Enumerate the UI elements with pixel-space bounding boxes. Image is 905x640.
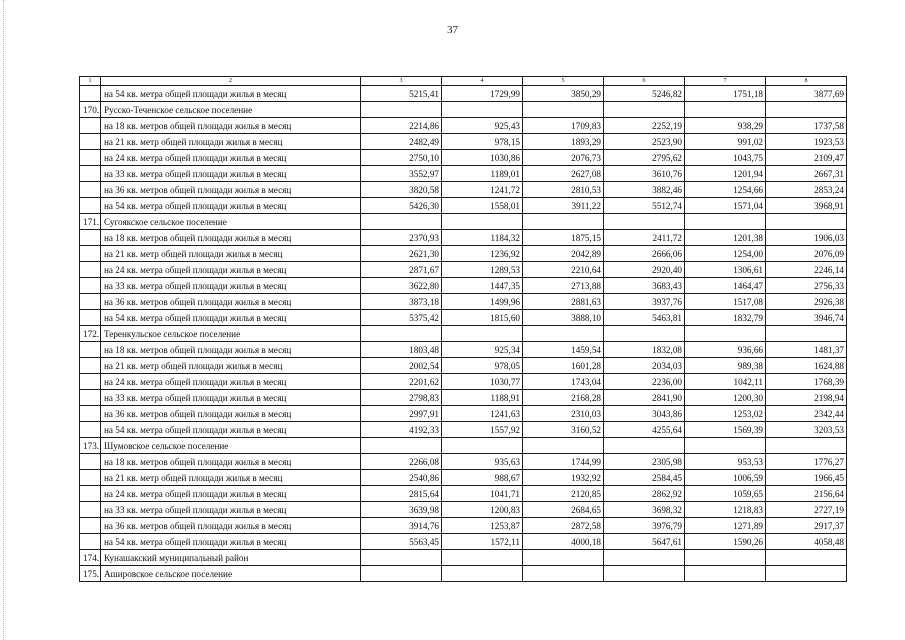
value-cell: 2120,85 xyxy=(523,486,604,502)
value-cell: 5512,74 xyxy=(604,198,685,214)
row-number xyxy=(80,230,101,246)
row-number: 175. xyxy=(80,566,101,582)
value-cell: 1306,61 xyxy=(685,262,766,278)
value-cell: 978,05 xyxy=(442,358,523,374)
table-row xyxy=(80,150,847,166)
value-cell: 2540,86 xyxy=(361,470,442,486)
value-cell: 1030,77 xyxy=(442,374,523,390)
value-cell xyxy=(442,326,523,342)
value-cell: 2841,90 xyxy=(604,390,685,406)
value-cell: 1590,26 xyxy=(685,534,766,550)
table-row xyxy=(80,470,847,486)
section-row xyxy=(80,102,847,118)
value-cell: 1043,75 xyxy=(685,150,766,166)
row-number xyxy=(80,262,101,278)
row-label: на 36 кв. метров общей площади жилья в месяц xyxy=(101,518,361,534)
value-cell: 1571,04 xyxy=(685,198,766,214)
value-cell: 2997,91 xyxy=(361,406,442,422)
value-cell: 3639,98 xyxy=(361,502,442,518)
value-cell: 2666,06 xyxy=(604,246,685,262)
value-cell: 2246,14 xyxy=(766,262,847,278)
value-cell: 2252,19 xyxy=(604,118,685,134)
value-cell: 3820,58 xyxy=(361,182,442,198)
row-number xyxy=(80,86,101,102)
row-label: на 18 кв. метров общей площади жилья в месяц xyxy=(101,342,361,358)
section-row xyxy=(80,326,847,342)
value-cell: 2210,64 xyxy=(523,262,604,278)
table-row xyxy=(80,278,847,294)
section-row xyxy=(80,566,847,582)
value-cell: 2236,00 xyxy=(604,374,685,390)
value-cell: 2198,94 xyxy=(766,390,847,406)
value-cell: 2523,90 xyxy=(604,134,685,150)
row-number: 170. xyxy=(80,102,101,118)
value-cell: 3552,97 xyxy=(361,166,442,182)
row-number: 174. xyxy=(80,550,101,566)
value-cell: 1236,92 xyxy=(442,246,523,262)
row-number xyxy=(80,342,101,358)
value-cell xyxy=(685,326,766,342)
value-cell xyxy=(361,550,442,566)
value-cell xyxy=(361,438,442,454)
value-cell: 925,34 xyxy=(442,342,523,358)
row-number xyxy=(80,486,101,502)
row-number xyxy=(80,310,101,326)
value-cell: 1200,83 xyxy=(442,502,523,518)
value-cell: 2266,08 xyxy=(361,454,442,470)
row-number xyxy=(80,166,101,182)
row-number xyxy=(80,454,101,470)
value-cell: 1751,18 xyxy=(685,86,766,102)
value-cell: 2750,10 xyxy=(361,150,442,166)
value-cell: 1744,99 xyxy=(523,454,604,470)
row-number xyxy=(80,470,101,486)
value-cell: 991,02 xyxy=(685,134,766,150)
row-label: на 33 кв. метра общей площади жилья в месяц xyxy=(101,278,361,294)
value-cell: 2853,24 xyxy=(766,182,847,198)
table-row xyxy=(80,422,847,438)
value-cell: 5426,30 xyxy=(361,198,442,214)
value-cell xyxy=(523,550,604,566)
table-row xyxy=(80,310,847,326)
value-cell: 1709,83 xyxy=(523,118,604,134)
column-number: 1 xyxy=(80,77,101,86)
value-cell: 2168,28 xyxy=(523,390,604,406)
value-cell: 3968,91 xyxy=(766,198,847,214)
value-cell xyxy=(685,438,766,454)
row-label: на 36 кв. метров общей площади жилья в месяц xyxy=(101,182,361,198)
row-label: на 21 кв. метр общей площади жилья в месяц xyxy=(101,246,361,262)
value-cell xyxy=(361,326,442,342)
row-number xyxy=(80,534,101,550)
value-cell: 1030,86 xyxy=(442,150,523,166)
row-number xyxy=(80,182,101,198)
table-row xyxy=(80,502,847,518)
value-cell: 1966,45 xyxy=(766,470,847,486)
table-row xyxy=(80,118,847,134)
row-number xyxy=(80,278,101,294)
row-label: на 24 кв. метра общей площади жилья в месяц xyxy=(101,374,361,390)
value-cell: 3937,76 xyxy=(604,294,685,310)
value-cell: 3911,22 xyxy=(523,198,604,214)
value-cell: 1241,63 xyxy=(442,406,523,422)
value-cell: 2002,54 xyxy=(361,358,442,374)
value-cell: 1188,91 xyxy=(442,390,523,406)
value-cell: 1464,47 xyxy=(685,278,766,294)
value-cell: 1271,89 xyxy=(685,518,766,534)
value-cell: 2621,30 xyxy=(361,246,442,262)
value-cell: 3976,79 xyxy=(604,518,685,534)
value-cell xyxy=(604,326,685,342)
value-cell: 1006,59 xyxy=(685,470,766,486)
value-cell: 2881,63 xyxy=(523,294,604,310)
value-cell: 1289,53 xyxy=(442,262,523,278)
row-number xyxy=(80,134,101,150)
value-cell xyxy=(766,326,847,342)
table-row xyxy=(80,230,847,246)
value-cell: 2214,86 xyxy=(361,118,442,134)
row-number xyxy=(80,358,101,374)
value-cell xyxy=(766,102,847,118)
value-cell: 3043,86 xyxy=(604,406,685,422)
row-label: на 24 кв. метра общей площади жилья в месяц xyxy=(101,486,361,502)
table-row xyxy=(80,486,847,502)
value-cell: 2713,88 xyxy=(523,278,604,294)
column-number: 8 xyxy=(766,77,847,86)
value-cell: 2920,40 xyxy=(604,262,685,278)
value-cell xyxy=(523,214,604,230)
table-row xyxy=(80,182,847,198)
row-label: на 18 кв. метров общей площади жилья в месяц xyxy=(101,230,361,246)
value-cell: 2482,49 xyxy=(361,134,442,150)
value-cell xyxy=(685,214,766,230)
row-number xyxy=(80,118,101,134)
row-label: на 54 кв. метра общей площади жилья в месяц xyxy=(101,86,361,102)
row-label: на 33 кв. метра общей площади жилья в месяц xyxy=(101,502,361,518)
value-cell: 1218,83 xyxy=(685,502,766,518)
value-cell: 936,66 xyxy=(685,342,766,358)
value-cell: 2810,53 xyxy=(523,182,604,198)
row-label: на 21 кв. метр общей площади жилья в месяц xyxy=(101,134,361,150)
value-cell: 5463,81 xyxy=(604,310,685,326)
value-cell: 2917,37 xyxy=(766,518,847,534)
tariff-table xyxy=(79,76,847,582)
value-cell: 1729,99 xyxy=(442,86,523,102)
value-cell: 2305,98 xyxy=(604,454,685,470)
value-cell xyxy=(766,566,847,582)
value-cell: 1893,29 xyxy=(523,134,604,150)
value-cell: 1254,00 xyxy=(685,246,766,262)
value-cell xyxy=(442,102,523,118)
value-cell: 2201,62 xyxy=(361,374,442,390)
value-cell: 2795,62 xyxy=(604,150,685,166)
row-number xyxy=(80,422,101,438)
value-cell: 2798,83 xyxy=(361,390,442,406)
value-cell: 1932,92 xyxy=(523,470,604,486)
value-cell: 1875,15 xyxy=(523,230,604,246)
value-cell: 1923,53 xyxy=(766,134,847,150)
value-cell: 1743,04 xyxy=(523,374,604,390)
value-cell xyxy=(361,102,442,118)
value-cell: 1042,11 xyxy=(685,374,766,390)
value-cell xyxy=(766,550,847,566)
row-label: на 36 кв. метров общей площади жилья в месяц xyxy=(101,294,361,310)
row-label: на 24 кв. метра общей площади жилья в месяц xyxy=(101,150,361,166)
column-number: 5 xyxy=(523,77,604,86)
row-number: 172. xyxy=(80,326,101,342)
value-cell: 2756,33 xyxy=(766,278,847,294)
value-cell: 2042,89 xyxy=(523,246,604,262)
table-row xyxy=(80,166,847,182)
value-cell: 988,67 xyxy=(442,470,523,486)
row-number xyxy=(80,518,101,534)
value-cell: 2411,72 xyxy=(604,230,685,246)
value-cell: 3914,76 xyxy=(361,518,442,534)
page-edge-line xyxy=(3,0,5,640)
row-number xyxy=(80,294,101,310)
row-number xyxy=(80,502,101,518)
value-cell: 1253,87 xyxy=(442,518,523,534)
value-cell: 3622,80 xyxy=(361,278,442,294)
column-number: 6 xyxy=(604,77,685,86)
value-cell: 2926,38 xyxy=(766,294,847,310)
value-cell: 5563,45 xyxy=(361,534,442,550)
value-cell: 2076,73 xyxy=(523,150,604,166)
value-cell: 1906,03 xyxy=(766,230,847,246)
value-cell: 3203,53 xyxy=(766,422,847,438)
column-number: 4 xyxy=(442,77,523,86)
table-row xyxy=(80,198,847,214)
value-cell: 1059,65 xyxy=(685,486,766,502)
value-cell: 1557,92 xyxy=(442,422,523,438)
table-body xyxy=(80,77,847,582)
value-cell: 1517,08 xyxy=(685,294,766,310)
value-cell: 1624,88 xyxy=(766,358,847,374)
row-number: 173. xyxy=(80,438,101,454)
value-cell: 1832,08 xyxy=(604,342,685,358)
table-row xyxy=(80,534,847,550)
value-cell: 1201,94 xyxy=(685,166,766,182)
value-cell: 4000,18 xyxy=(523,534,604,550)
table-row xyxy=(80,374,847,390)
value-cell: 5375,42 xyxy=(361,310,442,326)
section-title: Шумовское сельское поселение xyxy=(101,438,361,454)
value-cell xyxy=(685,102,766,118)
row-number xyxy=(80,374,101,390)
value-cell: 1815,60 xyxy=(442,310,523,326)
section-title: Теренкульское сельское поселение xyxy=(101,326,361,342)
value-cell: 5215,41 xyxy=(361,86,442,102)
value-cell: 2342,44 xyxy=(766,406,847,422)
value-cell: 1200,30 xyxy=(685,390,766,406)
value-cell: 2872,58 xyxy=(523,518,604,534)
value-cell: 1041,71 xyxy=(442,486,523,502)
value-cell: 1201,38 xyxy=(685,230,766,246)
value-cell xyxy=(604,566,685,582)
row-label: на 18 кв. метров общей площади жилья в месяц xyxy=(101,454,361,470)
value-cell: 953,53 xyxy=(685,454,766,470)
value-cell xyxy=(523,102,604,118)
value-cell xyxy=(442,438,523,454)
section-title: Ашировское сельское поселение xyxy=(101,566,361,582)
table-row xyxy=(80,406,847,422)
value-cell xyxy=(361,214,442,230)
row-label: на 33 кв. метра общей площади жилья в месяц xyxy=(101,166,361,182)
value-cell: 1499,96 xyxy=(442,294,523,310)
value-cell xyxy=(604,438,685,454)
value-cell xyxy=(766,438,847,454)
value-cell: 2370,93 xyxy=(361,230,442,246)
value-cell xyxy=(442,214,523,230)
value-cell: 4192,33 xyxy=(361,422,442,438)
value-cell xyxy=(523,566,604,582)
value-cell: 2584,45 xyxy=(604,470,685,486)
table-row xyxy=(80,294,847,310)
value-cell: 1447,35 xyxy=(442,278,523,294)
value-cell: 3683,43 xyxy=(604,278,685,294)
value-cell xyxy=(604,214,685,230)
row-label: на 54 кв. метра общей площади жилья в месяц xyxy=(101,310,361,326)
value-cell: 2076,09 xyxy=(766,246,847,262)
table-row xyxy=(80,390,847,406)
value-cell: 5246,82 xyxy=(604,86,685,102)
value-cell: 1776,27 xyxy=(766,454,847,470)
column-number: 3 xyxy=(361,77,442,86)
row-label: на 33 кв. метра общей площади жилья в месяц xyxy=(101,390,361,406)
table-row xyxy=(80,134,847,150)
row-label: на 21 кв. метр общей площади жилья в месяц xyxy=(101,358,361,374)
section-row xyxy=(80,214,847,230)
row-number xyxy=(80,198,101,214)
value-cell: 1189,01 xyxy=(442,166,523,182)
row-label: на 54 кв. метра общей площади жилья в месяц xyxy=(101,198,361,214)
value-cell: 2156,64 xyxy=(766,486,847,502)
value-cell xyxy=(361,566,442,582)
value-cell: 2667,31 xyxy=(766,166,847,182)
row-number: 171. xyxy=(80,214,101,230)
value-cell: 3946,74 xyxy=(766,310,847,326)
row-number xyxy=(80,150,101,166)
section-row xyxy=(80,438,847,454)
value-cell: 925,43 xyxy=(442,118,523,134)
row-label: на 21 кв. метр общей площади жилья в месяц xyxy=(101,470,361,486)
section-row xyxy=(80,550,847,566)
value-cell: 4255,64 xyxy=(604,422,685,438)
value-cell: 1569,39 xyxy=(685,422,766,438)
value-cell: 2034,03 xyxy=(604,358,685,374)
section-title: Кунашакский муниципальный район xyxy=(101,550,361,566)
row-label: на 54 кв. метра общей площади жилья в месяц xyxy=(101,534,361,550)
value-cell xyxy=(685,566,766,582)
column-number: 7 xyxy=(685,77,766,86)
row-number xyxy=(80,406,101,422)
value-cell: 1481,37 xyxy=(766,342,847,358)
value-cell xyxy=(442,566,523,582)
value-cell: 3610,76 xyxy=(604,166,685,182)
row-label: на 24 кв. метра общей площади жилья в месяц xyxy=(101,262,361,278)
value-cell: 935,63 xyxy=(442,454,523,470)
value-cell: 2871,67 xyxy=(361,262,442,278)
value-cell: 2862,92 xyxy=(604,486,685,502)
value-cell: 3888,10 xyxy=(523,310,604,326)
value-cell: 2627,08 xyxy=(523,166,604,182)
value-cell: 1459,54 xyxy=(523,342,604,358)
table-row xyxy=(80,246,847,262)
value-cell: 3850,29 xyxy=(523,86,604,102)
value-cell: 4058,48 xyxy=(766,534,847,550)
row-label: на 18 кв. метров общей площади жилья в месяц xyxy=(101,118,361,134)
value-cell: 978,15 xyxy=(442,134,523,150)
row-number xyxy=(80,390,101,406)
value-cell: 1558,01 xyxy=(442,198,523,214)
value-cell xyxy=(604,550,685,566)
value-cell: 1768,39 xyxy=(766,374,847,390)
value-cell: 1572,11 xyxy=(442,534,523,550)
value-cell xyxy=(604,102,685,118)
value-cell xyxy=(523,326,604,342)
column-number: 2 xyxy=(101,77,361,86)
row-label: на 54 кв. метра общей площади жилья в месяц xyxy=(101,422,361,438)
table-row xyxy=(80,262,847,278)
value-cell: 3882,46 xyxy=(604,182,685,198)
value-cell xyxy=(523,438,604,454)
value-cell: 1184,32 xyxy=(442,230,523,246)
table-row xyxy=(80,342,847,358)
value-cell: 989,38 xyxy=(685,358,766,374)
value-cell xyxy=(685,550,766,566)
section-title: Русско-Теченское сельское поселение xyxy=(101,102,361,118)
column-number-row xyxy=(80,77,847,86)
table-row xyxy=(80,86,847,102)
value-cell: 3698,32 xyxy=(604,502,685,518)
table-row xyxy=(80,518,847,534)
value-cell: 1241,72 xyxy=(442,182,523,198)
value-cell: 2684,65 xyxy=(523,502,604,518)
value-cell: 2109,47 xyxy=(766,150,847,166)
row-label: на 36 кв. метров общей площади жилья в месяц xyxy=(101,406,361,422)
value-cell: 1253,02 xyxy=(685,406,766,422)
value-cell: 5647,61 xyxy=(604,534,685,550)
value-cell: 2727,19 xyxy=(766,502,847,518)
section-title: Сугоякское сельское поселение xyxy=(101,214,361,230)
value-cell: 3877,69 xyxy=(766,86,847,102)
value-cell: 1737,58 xyxy=(766,118,847,134)
row-number xyxy=(80,246,101,262)
value-cell: 1601,28 xyxy=(523,358,604,374)
value-cell: 2815,64 xyxy=(361,486,442,502)
value-cell: 3160,52 xyxy=(523,422,604,438)
value-cell xyxy=(442,550,523,566)
value-cell: 3873,18 xyxy=(361,294,442,310)
table-row xyxy=(80,358,847,374)
value-cell: 1832,79 xyxy=(685,310,766,326)
value-cell: 938,29 xyxy=(685,118,766,134)
value-cell: 2310,03 xyxy=(523,406,604,422)
table-row xyxy=(80,454,847,470)
value-cell: 1254,66 xyxy=(685,182,766,198)
value-cell xyxy=(766,214,847,230)
value-cell: 1803,48 xyxy=(361,342,442,358)
page-number: 37 xyxy=(447,24,458,36)
